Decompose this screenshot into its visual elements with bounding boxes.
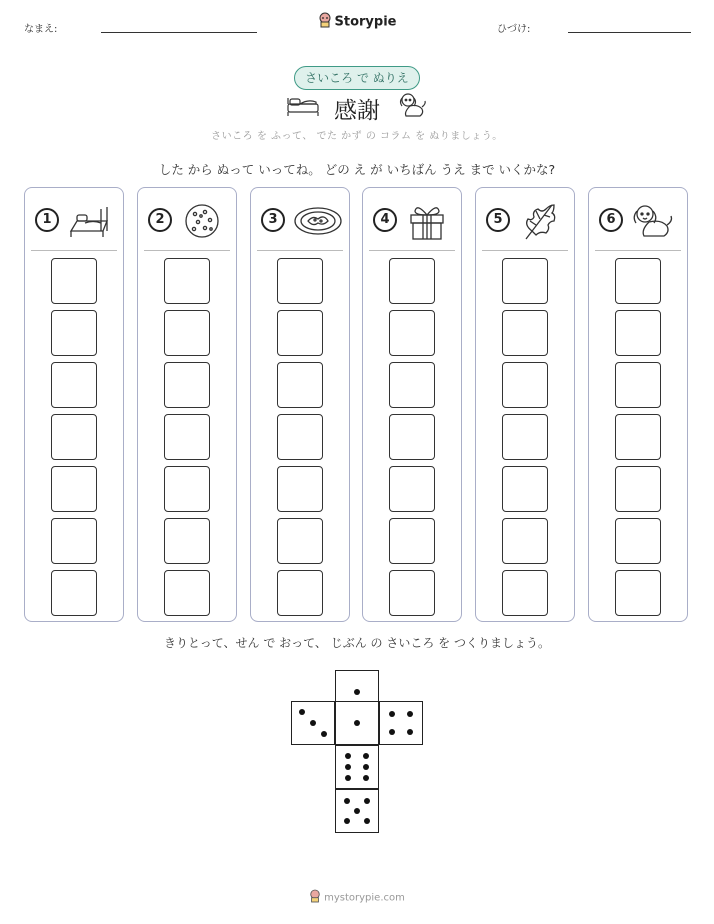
column-divider <box>369 250 455 251</box>
color-box[interactable] <box>389 414 435 460</box>
die-face-4 <box>379 701 423 745</box>
color-box[interactable] <box>164 466 210 512</box>
column-divider <box>31 250 117 251</box>
date-line[interactable] <box>568 32 691 33</box>
plate-icon <box>293 201 343 245</box>
color-box[interactable] <box>277 414 323 460</box>
color-box[interactable] <box>51 518 97 564</box>
activity-badge: さいころ で ぬりえ <box>294 66 420 90</box>
pip <box>389 729 395 735</box>
bed-icon <box>67 201 111 245</box>
color-box[interactable] <box>389 466 435 512</box>
gift-icon <box>405 201 449 245</box>
column-5[interactable] <box>475 187 575 622</box>
pip <box>363 753 369 759</box>
brand-name: Storypie <box>334 14 397 30</box>
die-face-6 <box>335 745 379 789</box>
cookie-icon <box>180 201 224 245</box>
pip <box>321 731 327 737</box>
pip <box>364 818 370 824</box>
pip <box>344 798 350 804</box>
color-box[interactable] <box>502 518 548 564</box>
date-label: ひづけ: <box>497 24 531 35</box>
column-number: 6 <box>599 208 623 232</box>
color-box[interactable] <box>502 414 548 460</box>
column-divider <box>595 250 681 251</box>
pip <box>354 808 360 814</box>
name-label: なまえ: <box>24 24 58 35</box>
pip <box>354 720 360 726</box>
instruction: した から ぬって いってね。 どの え が いちばん うえ まで いくかな? <box>158 162 556 177</box>
column-4[interactable] <box>362 187 462 622</box>
storypie-logo-icon <box>318 12 332 32</box>
color-box[interactable] <box>277 258 323 304</box>
column-divider <box>482 250 568 251</box>
color-box[interactable] <box>51 414 97 460</box>
color-box[interactable] <box>277 310 323 356</box>
footer <box>0 889 714 906</box>
cut-instruction: きりとって、せん で おって、 じぶん の さいころ を つくりましょう。 <box>164 636 550 650</box>
pip <box>310 720 316 726</box>
die-face-1 <box>335 701 379 745</box>
name-line[interactable] <box>101 32 257 33</box>
color-box[interactable] <box>389 310 435 356</box>
column-divider <box>257 250 343 251</box>
color-box[interactable] <box>502 258 548 304</box>
color-box[interactable] <box>389 518 435 564</box>
color-box[interactable] <box>277 570 323 616</box>
color-box[interactable] <box>389 570 435 616</box>
color-box[interactable] <box>51 362 97 408</box>
color-box[interactable] <box>615 414 661 460</box>
color-box[interactable] <box>277 362 323 408</box>
color-box[interactable] <box>615 466 661 512</box>
color-box[interactable] <box>615 362 661 408</box>
column-6[interactable] <box>588 187 688 622</box>
color-box[interactable] <box>502 466 548 512</box>
color-box[interactable] <box>164 570 210 616</box>
column-1[interactable] <box>24 187 124 622</box>
pip <box>389 711 395 717</box>
color-box[interactable] <box>164 362 210 408</box>
die-face-5 <box>335 789 379 833</box>
leaf-icon <box>518 201 562 245</box>
column-number: 4 <box>373 208 397 232</box>
die-face-1 <box>335 670 379 714</box>
footer-url[interactable]: mystorypie.com <box>324 892 405 904</box>
pip <box>407 729 413 735</box>
storypie-logo-icon <box>309 889 321 906</box>
color-box[interactable] <box>164 310 210 356</box>
color-box[interactable] <box>164 258 210 304</box>
color-box[interactable] <box>502 362 548 408</box>
color-box[interactable] <box>615 570 661 616</box>
color-box[interactable] <box>51 466 97 512</box>
pip <box>299 709 305 715</box>
brand-logo <box>0 12 714 32</box>
color-box[interactable] <box>164 414 210 460</box>
column-number: 3 <box>261 208 285 232</box>
color-box[interactable] <box>615 310 661 356</box>
column-divider <box>144 250 230 251</box>
column-number: 5 <box>486 208 510 232</box>
color-box[interactable] <box>164 518 210 564</box>
color-box[interactable] <box>51 570 97 616</box>
page-title: 感謝 <box>334 98 380 124</box>
color-box[interactable] <box>615 518 661 564</box>
color-box[interactable] <box>615 258 661 304</box>
color-box[interactable] <box>389 362 435 408</box>
column-number: 2 <box>148 208 172 232</box>
column-2[interactable] <box>137 187 237 622</box>
color-box[interactable] <box>502 570 548 616</box>
color-box[interactable] <box>502 310 548 356</box>
pip <box>344 818 350 824</box>
pip <box>364 798 370 804</box>
color-box[interactable] <box>277 466 323 512</box>
die-face-3 <box>291 701 335 745</box>
color-box[interactable] <box>51 310 97 356</box>
pip <box>345 775 351 781</box>
color-box[interactable] <box>389 258 435 304</box>
pip <box>345 753 351 759</box>
dog-icon <box>398 91 428 123</box>
pip <box>363 775 369 781</box>
pip <box>407 711 413 717</box>
pip <box>363 764 369 770</box>
subtitle: さいころ を ふって、 でた かず の コラム を ぬりましょう。 <box>211 131 503 142</box>
dog-icon <box>631 201 675 245</box>
column-number: 1 <box>35 208 59 232</box>
color-box[interactable] <box>277 518 323 564</box>
column-3[interactable] <box>250 187 350 622</box>
pip <box>354 689 360 695</box>
color-box[interactable] <box>51 258 97 304</box>
pip <box>345 764 351 770</box>
